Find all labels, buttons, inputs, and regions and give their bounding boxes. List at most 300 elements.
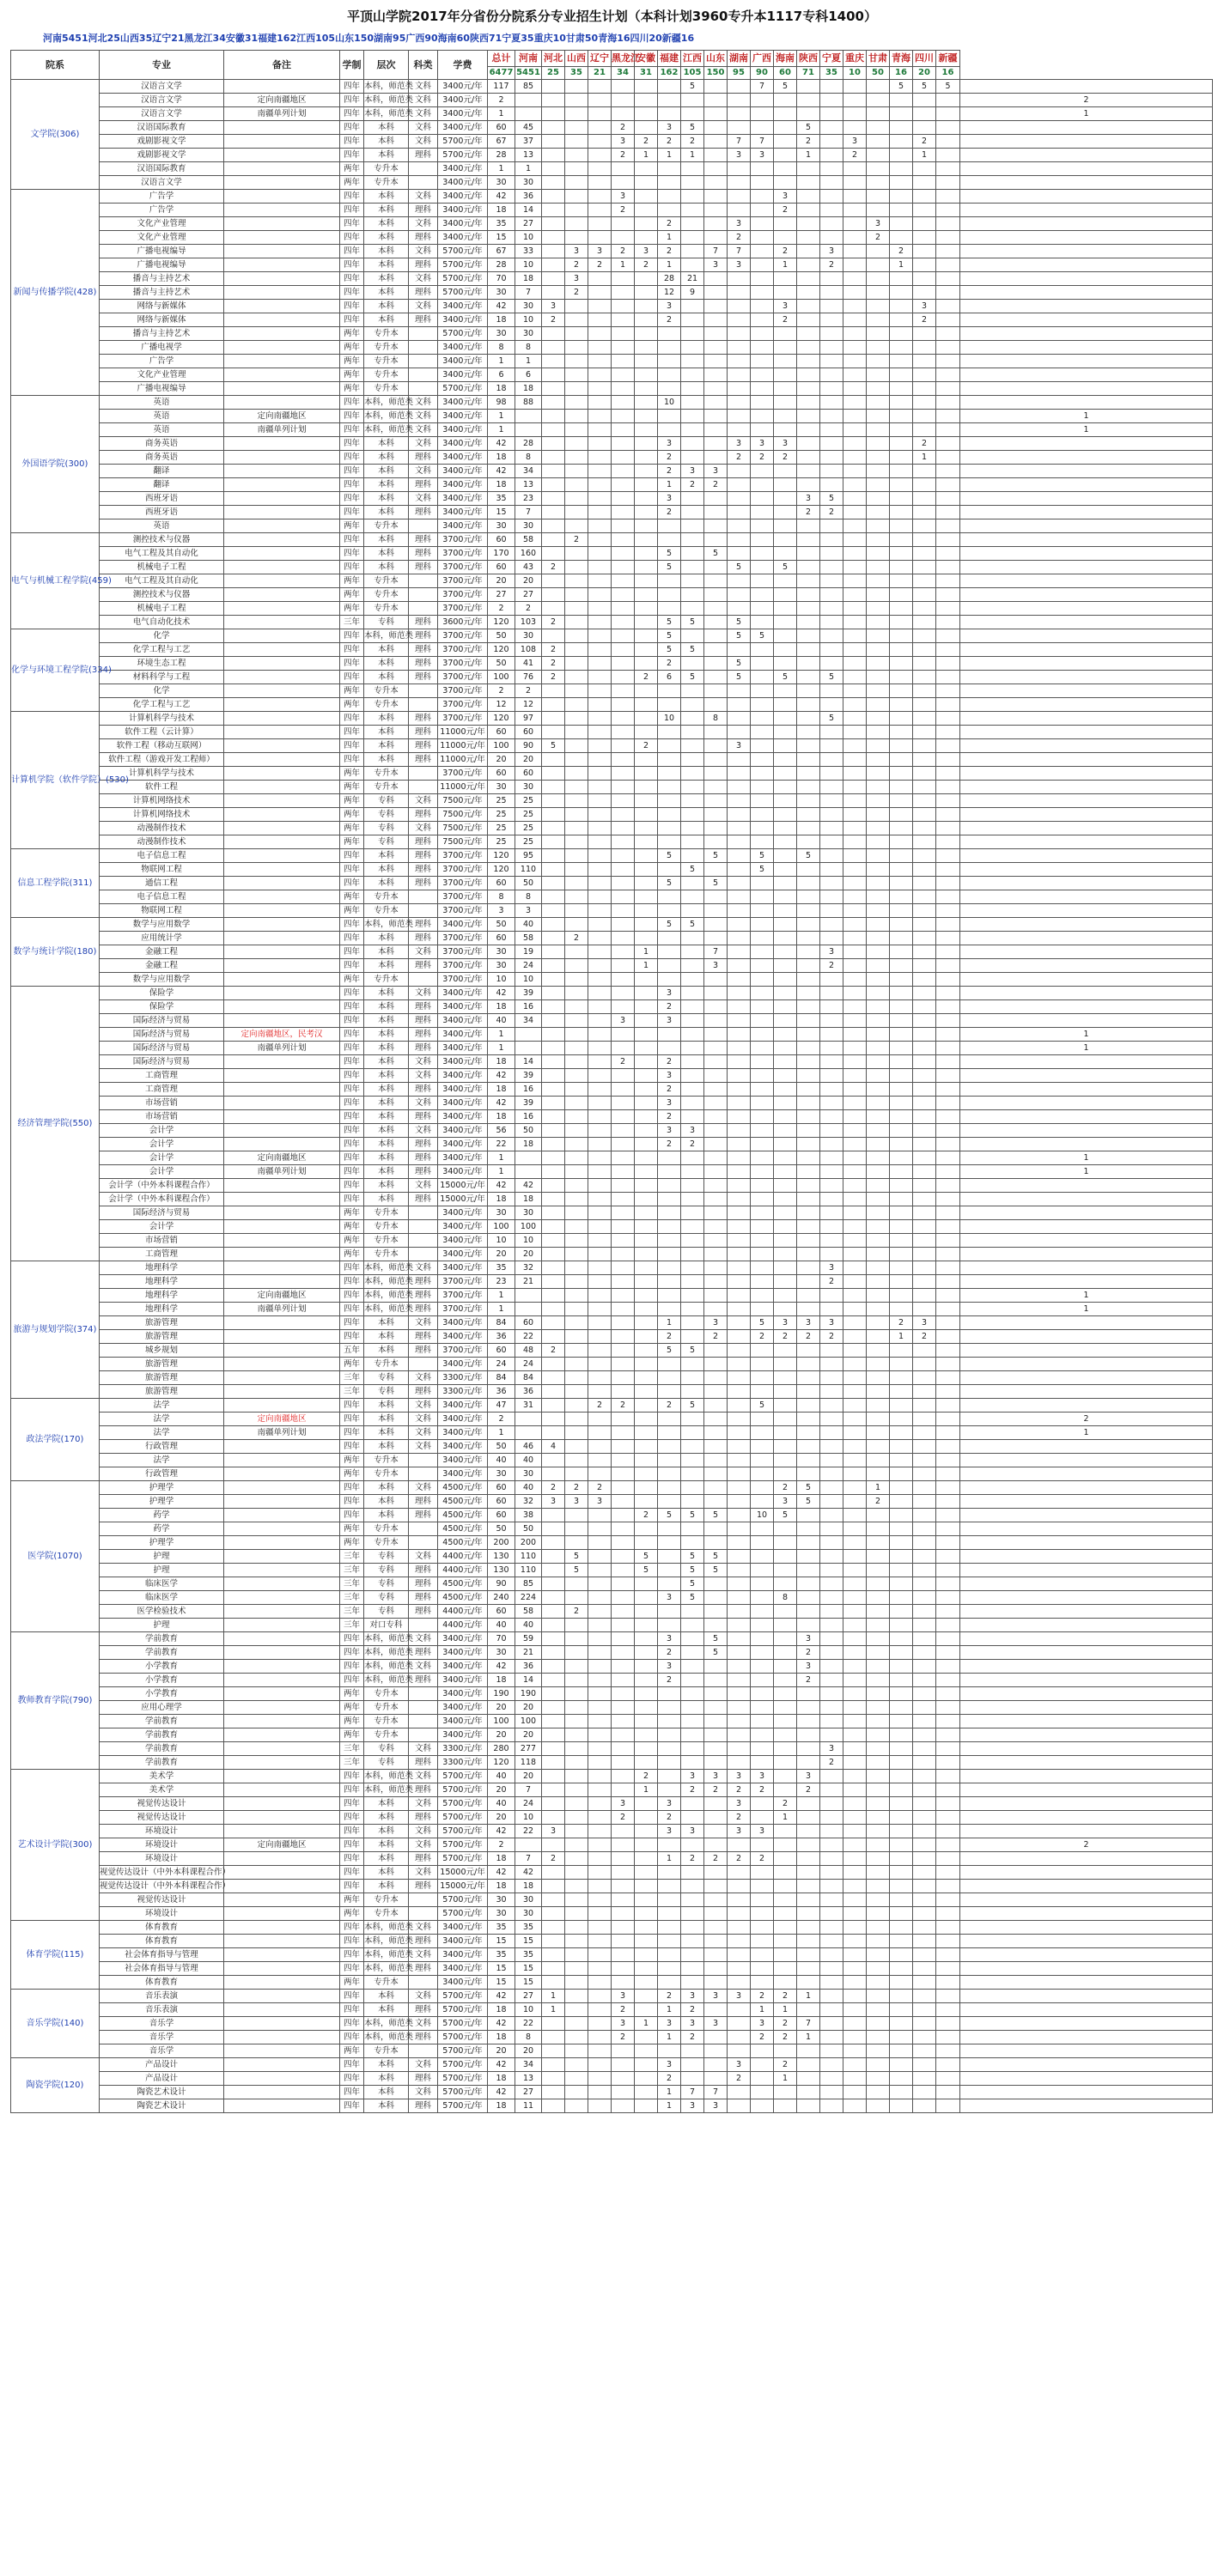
province-count-cell: [565, 602, 588, 616]
province-count-cell: 2: [658, 2072, 681, 2086]
province-count-cell: [728, 1303, 751, 1316]
table-row: [11, 286, 1213, 300]
subtotal-cell: 60: [774, 67, 797, 80]
province-count-cell: 3: [565, 272, 588, 286]
province-count-cell: [843, 739, 867, 753]
province-count-cell: [890, 396, 913, 410]
major-cell: 药学: [100, 1522, 224, 1536]
province-count-cell: [728, 1660, 751, 1674]
province-count-cell: [820, 1426, 843, 1440]
province-count-cell: 8: [515, 2031, 542, 2044]
province-count-cell: [542, 1385, 565, 1399]
province-count-cell: [797, 1358, 820, 1371]
province-count-cell: [612, 1110, 635, 1124]
total-cell: 30: [488, 1907, 515, 1921]
province-count-cell: [867, 1000, 890, 1014]
province-count-cell: [820, 739, 843, 753]
province-count-cell: [890, 451, 913, 465]
province-count-cell: [635, 2044, 658, 2058]
province-count-cell: [612, 1962, 635, 1976]
province-count-cell: [635, 1522, 658, 1536]
province-count-cell: 5: [913, 80, 936, 94]
total-cell: 18: [488, 1083, 515, 1097]
province-count-cell: [565, 1687, 588, 1701]
major-cell: 计算机科学与技术: [100, 767, 224, 781]
province-count-cell: [936, 1179, 960, 1193]
province-count-cell: [960, 327, 1213, 341]
table-row: [11, 465, 1213, 478]
province-count-cell: 3: [681, 465, 704, 478]
province-count-cell: [565, 918, 588, 932]
province-count-cell: [565, 671, 588, 684]
province-count-cell: [588, 1866, 612, 1880]
major-cell: 小学教育: [100, 1674, 224, 1687]
province-count-cell: [797, 1413, 820, 1426]
xuezhi-cell: 两年: [340, 1715, 364, 1728]
province-count-cell: [960, 2058, 1213, 2072]
province-count-cell: [635, 2003, 658, 2017]
province-count-cell: [820, 1605, 843, 1619]
province-count-cell: [774, 973, 797, 987]
remark-cell: [224, 465, 340, 478]
province-count-cell: [515, 107, 542, 121]
province-count-cell: [565, 987, 588, 1000]
province-count-cell: [565, 162, 588, 176]
province-count-cell: [890, 1756, 913, 1770]
major-cell: 学前教育: [100, 1715, 224, 1728]
province-count-cell: [936, 1605, 960, 1619]
cengci-cell: 本科: [364, 313, 409, 327]
province-count-cell: [820, 313, 843, 327]
province-count-cell: [913, 355, 936, 368]
province-count-cell: [635, 877, 658, 890]
province-count-cell: [751, 1371, 774, 1385]
province-count-cell: [751, 588, 774, 602]
province-count-cell: [751, 1179, 774, 1193]
province-count-cell: [658, 959, 681, 973]
province-count-cell: 2: [658, 506, 681, 519]
province-count-cell: [565, 1000, 588, 1014]
table-row: [11, 1536, 1213, 1550]
province-count-cell: [751, 286, 774, 300]
province-count-cell: [820, 1619, 843, 1632]
province-count-cell: [913, 1591, 936, 1605]
province-count-cell: 15: [515, 1962, 542, 1976]
table-row: [11, 1619, 1213, 1632]
cengci-cell: 专科: [364, 1577, 409, 1591]
province-count-cell: [681, 313, 704, 327]
table-row: [11, 1605, 1213, 1619]
kelei-cell: 理科: [409, 561, 438, 574]
province-count-cell: [774, 410, 797, 423]
province-count-cell: [681, 176, 704, 190]
major-cell: 护理: [100, 1550, 224, 1564]
province-count-cell: [658, 162, 681, 176]
province-count-cell: [704, 1344, 728, 1358]
province-count-cell: 108: [515, 643, 542, 657]
province-count-cell: [565, 1069, 588, 1083]
province-count-cell: [704, 987, 728, 1000]
remark-cell: [224, 918, 340, 932]
xuezhi-cell: 四年: [340, 945, 364, 959]
table-row: [11, 2058, 1213, 2072]
province-count-cell: [751, 1413, 774, 1426]
province-count-cell: 2: [658, 1674, 681, 1687]
total-cell: 47: [488, 1399, 515, 1413]
total-cell: 50: [488, 629, 515, 643]
cengci-cell: 本科: [364, 739, 409, 753]
table-row: [11, 781, 1213, 794]
table-row: [11, 1825, 1213, 1838]
province-count-cell: [565, 1151, 588, 1165]
province-count-cell: [681, 2058, 704, 2072]
cengci-cell: 本科: [364, 657, 409, 671]
province-count-cell: [612, 492, 635, 506]
province-count-cell: 58: [515, 1605, 542, 1619]
province-count-cell: [797, 1000, 820, 1014]
province-count-cell: [820, 1454, 843, 1467]
remark-cell: [224, 1358, 340, 1371]
remark-cell: 南疆单列计划: [224, 107, 340, 121]
fee-cell: 5700元/年: [438, 2058, 488, 2072]
province-count-cell: [658, 1742, 681, 1756]
xuezhi-cell: 两年: [340, 1467, 364, 1481]
province-count-cell: [565, 835, 588, 849]
total-cell: 42: [488, 2058, 515, 2072]
xuezhi-cell: 两年: [340, 767, 364, 781]
province-count-cell: [728, 1151, 751, 1165]
total-cell: 1: [488, 1426, 515, 1440]
province-count-cell: [588, 478, 612, 492]
province-count-cell: [960, 1632, 1213, 1646]
province-count-cell: [936, 1413, 960, 1426]
province-count-cell: [565, 726, 588, 739]
province-count-cell: [658, 341, 681, 355]
table-row: [11, 643, 1213, 657]
province-count-cell: [936, 1701, 960, 1715]
table-row: [11, 519, 1213, 533]
province-count-cell: 2: [728, 1783, 751, 1797]
province-count-cell: 60: [515, 726, 542, 739]
province-count-cell: [751, 1151, 774, 1165]
province-header: 辽宁: [588, 51, 612, 67]
province-count-cell: [960, 1055, 1213, 1069]
province-count-cell: [774, 533, 797, 547]
province-count-cell: 18: [515, 1138, 542, 1151]
kelei-cell: 文科: [409, 1440, 438, 1454]
remark-cell: [224, 231, 340, 245]
kelei-cell: 理科: [409, 2072, 438, 2086]
province-count-cell: [635, 368, 658, 382]
province-count-cell: [542, 506, 565, 519]
province-count-cell: [820, 465, 843, 478]
province-count-cell: [751, 1110, 774, 1124]
total-cell: 18: [488, 1000, 515, 1014]
province-count-cell: [867, 1797, 890, 1811]
kelei-cell: [409, 327, 438, 341]
total-cell: 20: [488, 753, 515, 767]
province-count-cell: [588, 1124, 612, 1138]
province-count-cell: [635, 1907, 658, 1921]
remark-cell: [224, 1811, 340, 1825]
header-cengci: 层次: [364, 51, 409, 80]
province-count-cell: [612, 1948, 635, 1962]
province-count-cell: [565, 712, 588, 726]
kelei-cell: 理科: [409, 1110, 438, 1124]
province-count-cell: [635, 1838, 658, 1852]
province-count-cell: [635, 1454, 658, 1467]
province-count-cell: [681, 94, 704, 107]
cengci-cell: 专科: [364, 1385, 409, 1399]
province-count-cell: [936, 753, 960, 767]
xuezhi-cell: 两年: [340, 904, 364, 918]
province-count-cell: [913, 1893, 936, 1907]
remark-cell: [224, 300, 340, 313]
xuezhi-cell: 四年: [340, 1811, 364, 1825]
remark-cell: [224, 1097, 340, 1110]
province-count-cell: [797, 313, 820, 327]
kelei-cell: 文科: [409, 94, 438, 107]
major-cell: 汉语言文学: [100, 94, 224, 107]
fee-cell: 3400元/年: [438, 1028, 488, 1042]
remark-cell: [224, 794, 340, 808]
province-count-cell: [751, 753, 774, 767]
province-count-cell: [635, 1577, 658, 1591]
province-count-cell: [820, 657, 843, 671]
cengci-cell: 本科，师范类: [364, 1261, 409, 1275]
province-count-cell: [936, 121, 960, 135]
province-count-cell: [960, 1014, 1213, 1028]
remark-cell: [224, 1344, 340, 1358]
province-count-cell: [843, 355, 867, 368]
province-count-cell: [542, 1330, 565, 1344]
province-count-cell: [751, 492, 774, 506]
remark-cell: [224, 245, 340, 258]
fee-cell: 3400元/年: [438, 94, 488, 107]
province-count-cell: [588, 1632, 612, 1646]
major-cell: 环境设计: [100, 1838, 224, 1852]
xuezhi-cell: 四年: [340, 1289, 364, 1303]
province-count-cell: [774, 327, 797, 341]
major-cell: 地理科学: [100, 1275, 224, 1289]
province-count-cell: [542, 629, 565, 643]
province-count-cell: [704, 2072, 728, 2086]
xuezhi-cell: 两年: [340, 698, 364, 712]
province-count-cell: [658, 1371, 681, 1385]
remark-cell: [224, 1055, 340, 1069]
kelei-cell: 文科: [409, 423, 438, 437]
province-count-cell: 24: [515, 959, 542, 973]
province-count-cell: 5: [681, 1577, 704, 1591]
province-count-cell: 5: [681, 643, 704, 657]
remark-cell: [224, 1316, 340, 1330]
province-count-cell: [820, 107, 843, 121]
province-count-cell: [635, 1440, 658, 1454]
province-count-cell: [751, 643, 774, 657]
province-count-cell: [542, 726, 565, 739]
province-count-cell: [774, 753, 797, 767]
province-count-cell: 3: [542, 1495, 565, 1509]
table-row: [11, 1728, 1213, 1742]
remark-cell: 南疆单列计划: [224, 1426, 340, 1440]
province-count-cell: [936, 904, 960, 918]
fee-cell: 4500元/年: [438, 1495, 488, 1509]
major-cell: 临床医学: [100, 1577, 224, 1591]
province-count-cell: [588, 616, 612, 629]
total-cell: 42: [488, 190, 515, 204]
remark-cell: [224, 1179, 340, 1193]
province-count-cell: [890, 1385, 913, 1399]
province-count-cell: [728, 1550, 751, 1564]
major-cell: 化学工程与工艺: [100, 698, 224, 712]
xuezhi-cell: 四年: [340, 1921, 364, 1935]
province-count-cell: [936, 1110, 960, 1124]
province-count-cell: [820, 849, 843, 863]
major-cell: 会计学: [100, 1124, 224, 1138]
province-count-cell: 2: [774, 245, 797, 258]
province-count-cell: 88: [515, 396, 542, 410]
province-count-cell: [704, 135, 728, 149]
province-count-cell: [890, 2031, 913, 2044]
province-count-cell: [635, 300, 658, 313]
province-count-cell: [704, 973, 728, 987]
province-count-cell: [820, 1028, 843, 1042]
province-count-cell: [658, 1413, 681, 1426]
table-row: [11, 1097, 1213, 1110]
table-row: [11, 616, 1213, 629]
province-count-cell: [890, 162, 913, 176]
province-count-cell: [913, 1179, 936, 1193]
province-count-cell: [751, 478, 774, 492]
province-count-cell: [588, 204, 612, 217]
province-count-cell: [681, 1976, 704, 1990]
province-count-cell: [565, 341, 588, 355]
remark-cell: [224, 2099, 340, 2113]
province-count-cell: [565, 410, 588, 423]
province-count-cell: [635, 1715, 658, 1728]
province-count-cell: [913, 602, 936, 616]
xuezhi-cell: 四年: [340, 1495, 364, 1509]
province-count-cell: [612, 1770, 635, 1783]
province-count-cell: [565, 1591, 588, 1605]
province-count-cell: [820, 1811, 843, 1825]
province-count-cell: [565, 767, 588, 781]
province-count-cell: [960, 1591, 1213, 1605]
province-count-cell: [960, 258, 1213, 272]
province-count-cell: [704, 1481, 728, 1495]
province-count-cell: [797, 1976, 820, 1990]
province-count-cell: [728, 1948, 751, 1962]
province-count-cell: 8: [774, 1591, 797, 1605]
province-count-cell: [890, 217, 913, 231]
province-count-cell: [913, 588, 936, 602]
province-count-cell: [820, 1962, 843, 1976]
province-count-cell: 1: [658, 2031, 681, 2044]
province-count-cell: [936, 574, 960, 588]
province-count-cell: [960, 904, 1213, 918]
province-count-cell: [565, 1893, 588, 1907]
province-count-cell: [588, 1248, 612, 1261]
province-count-cell: [867, 698, 890, 712]
province-count-cell: 1: [774, 2072, 797, 2086]
province-count-cell: [867, 423, 890, 437]
province-count-cell: [612, 1742, 635, 1756]
province-count-cell: [867, 1399, 890, 1413]
province-count-cell: [936, 1426, 960, 1440]
table-row: [11, 657, 1213, 671]
department-name: 信息工程学院(311): [11, 849, 100, 918]
province-count-cell: [890, 1344, 913, 1358]
province-count-cell: [913, 753, 936, 767]
province-count-cell: [588, 643, 612, 657]
province-count-cell: [565, 863, 588, 877]
province-count-cell: [588, 231, 612, 245]
province-count-cell: [960, 1619, 1213, 1632]
province-count-cell: 4: [542, 1440, 565, 1454]
kelei-cell: 理科: [409, 1083, 438, 1097]
cengci-cell: 本科: [364, 1151, 409, 1165]
province-count-cell: [635, 1976, 658, 1990]
province-count-cell: [728, 1248, 751, 1261]
province-count-cell: [890, 1234, 913, 1248]
province-count-cell: 5: [704, 547, 728, 561]
province-count-cell: 3: [704, 1316, 728, 1330]
kelei-cell: 文科: [409, 1660, 438, 1674]
province-count-cell: [588, 313, 612, 327]
xuezhi-cell: 四年: [340, 1674, 364, 1687]
province-count-cell: [867, 204, 890, 217]
province-count-cell: 2: [704, 1330, 728, 1344]
province-count-cell: [890, 904, 913, 918]
major-cell: 国际经济与贸易: [100, 1055, 224, 1069]
province-count-cell: [588, 1151, 612, 1165]
province-count-cell: [681, 519, 704, 533]
province-count-cell: 3: [658, 1097, 681, 1110]
province-count-cell: [588, 890, 612, 904]
province-count-cell: [612, 94, 635, 107]
province-count-cell: [936, 808, 960, 822]
province-count-cell: [820, 1385, 843, 1399]
total-cell: 30: [488, 1646, 515, 1660]
province-count-cell: [867, 1055, 890, 1069]
xuezhi-cell: 四年: [340, 204, 364, 217]
province-count-cell: [843, 602, 867, 616]
major-cell: 化学工程与工艺: [100, 643, 224, 657]
remark-cell: [224, 698, 340, 712]
table-row: [11, 107, 1213, 121]
kelei-cell: 文科: [409, 1261, 438, 1275]
province-count-cell: [612, 1481, 635, 1495]
province-count-cell: [635, 519, 658, 533]
fee-cell: 3400元/年: [438, 217, 488, 231]
province-count-cell: [565, 300, 588, 313]
province-count-cell: [797, 300, 820, 313]
fee-cell: 3400元/年: [438, 1138, 488, 1151]
province-count-cell: [704, 190, 728, 204]
province-count-cell: [913, 918, 936, 932]
kelei-cell: 文科: [409, 1179, 438, 1193]
province-count-cell: [635, 1124, 658, 1138]
province-count-cell: [728, 2003, 751, 2017]
province-count-cell: [890, 1289, 913, 1303]
table-row: [11, 410, 1213, 423]
province-count-cell: [612, 80, 635, 94]
province-count-cell: [565, 2072, 588, 2086]
province-count-cell: [704, 272, 728, 286]
province-count-cell: [867, 1330, 890, 1344]
province-count-cell: 2: [774, 313, 797, 327]
province-count-cell: [588, 533, 612, 547]
